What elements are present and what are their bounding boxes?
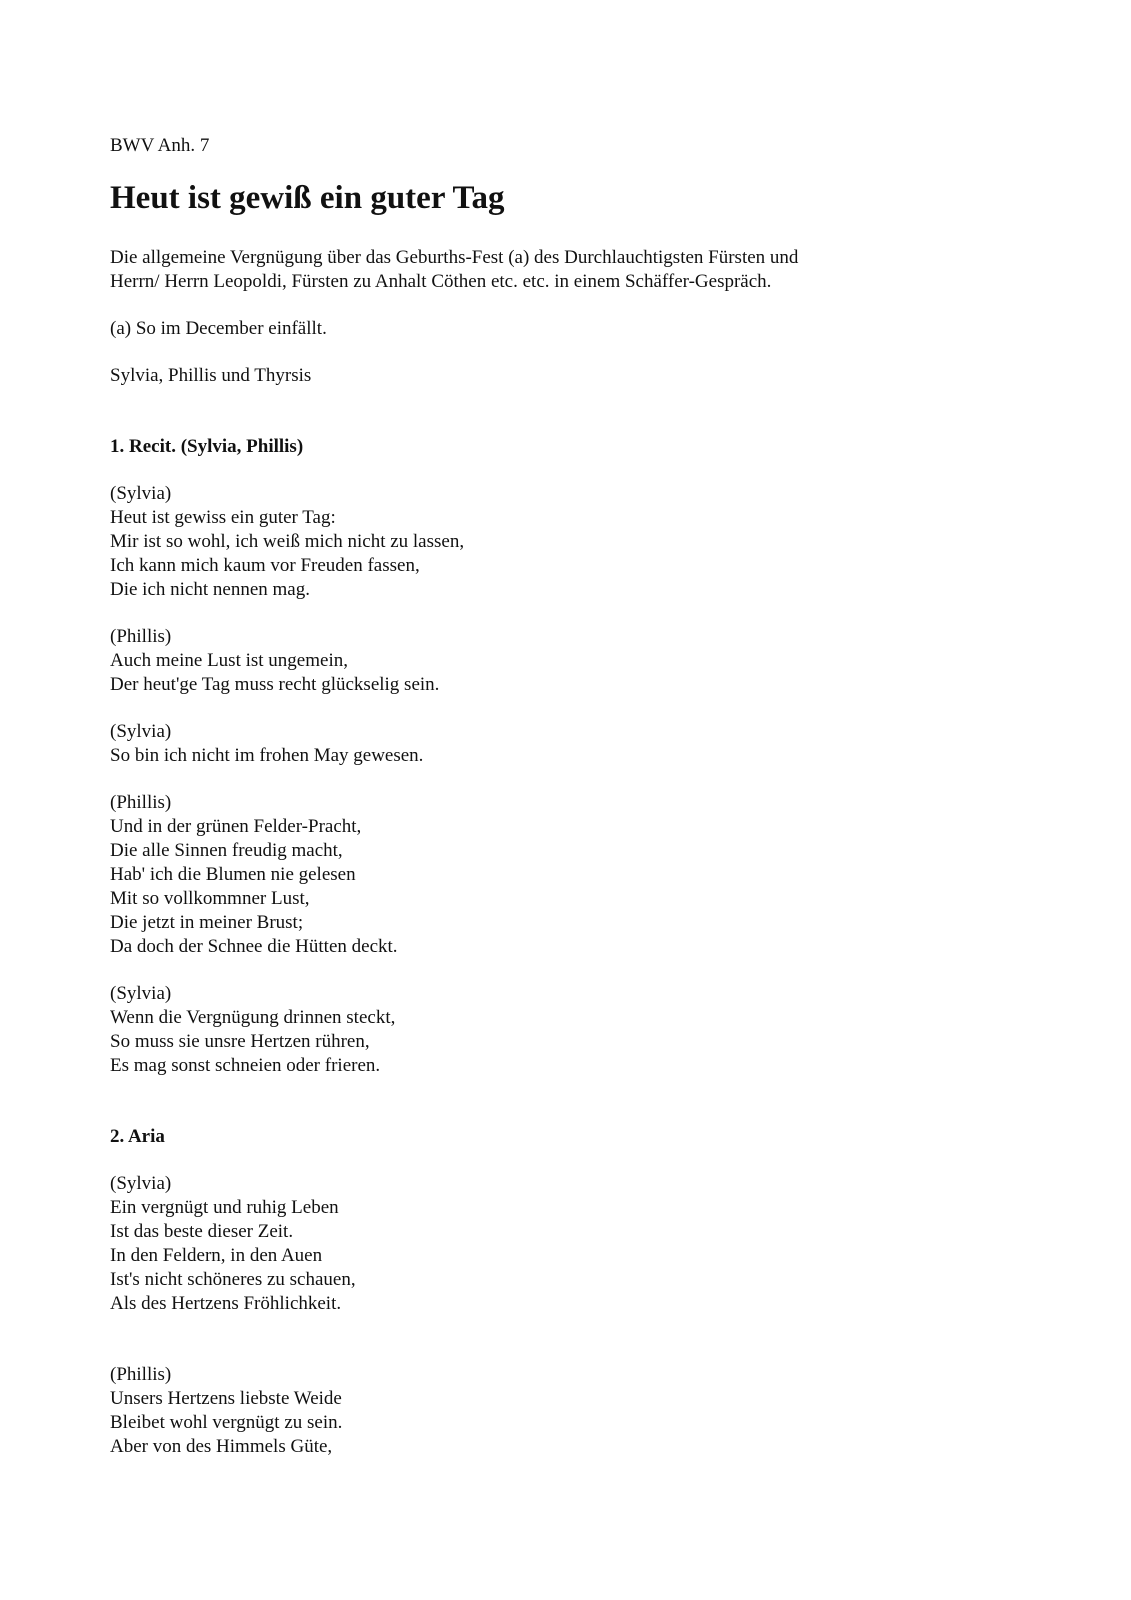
intro-paragraph xyxy=(110,246,1010,294)
verse-line: Bleibet wohl vergnügt zu sein. xyxy=(110,1412,343,1433)
verse-line: Mir ist so wohl, ich weiß mich nicht zu lassen, xyxy=(110,531,465,552)
verse-line: Als des Hertzens Fröhlichkeit. xyxy=(110,1293,342,1314)
verse-line: So muss sie unsre Hertzen rühren, xyxy=(110,1031,370,1052)
speaker-label: (Sylvia) xyxy=(110,483,172,504)
movement-recitative xyxy=(110,435,1010,1078)
verse-block xyxy=(110,482,1010,602)
speaker-label: (Phillis) xyxy=(110,792,172,813)
verse-line: Und in der grünen Felder-Pracht, xyxy=(110,816,362,837)
verse-line: Der heut'ge Tag muss recht glückselig sein. xyxy=(110,674,440,695)
verse-line: Heut ist gewiss ein guter Tag: xyxy=(110,507,336,528)
verse-block xyxy=(110,791,1010,959)
verse-block xyxy=(110,1363,1010,1459)
verse-line: Ein vergnügt und ruhig Leben xyxy=(110,1197,339,1218)
verse-line: So bin ich nicht im frohen May gewesen. xyxy=(110,745,424,766)
verse-line: Da doch der Schnee die Hütten deckt. xyxy=(110,936,398,957)
verse-line: Die ich nicht nennen mag. xyxy=(110,579,310,600)
movement-aria xyxy=(110,1125,1010,1459)
verse-line: Unsers Hertzens liebste Weide xyxy=(110,1388,342,1409)
verse-line: Ist's nicht schöneres zu schauen, xyxy=(110,1269,356,1290)
verse-block xyxy=(110,1172,1010,1316)
verse-line: Es mag sonst schneien oder frieren. xyxy=(110,1055,381,1076)
verse-line: Aber von des Himmels Güte, xyxy=(110,1436,333,1457)
characters-list: Sylvia, Phillis und Thyrsis xyxy=(110,365,312,386)
speaker-label: (Phillis) xyxy=(110,626,172,647)
speaker-label: (Sylvia) xyxy=(110,1173,172,1194)
movement-heading: 2. Aria xyxy=(110,1126,165,1147)
verse-line: Ich kann mich kaum vor Freuden fassen, xyxy=(110,555,420,576)
verse-line: Die alle Sinnen freudig macht, xyxy=(110,840,343,861)
verse-line: Auch meine Lust ist ungemein, xyxy=(110,650,348,671)
movement-heading: 1. Recit. (Sylvia, Phillis) xyxy=(110,436,304,457)
footnote: (a) So im December einfällt. xyxy=(110,318,327,339)
document-page xyxy=(110,134,1010,1459)
verse-line: Wenn die Vergnügung drinnen steckt, xyxy=(110,1007,396,1028)
intro-line: Die allgemeine Vergnügung über das Geburths-Fest (a) des Durchlauchtigsten Fürsten und xyxy=(110,247,799,268)
speaker-label: (Phillis) xyxy=(110,1364,172,1385)
verse-block xyxy=(110,625,1010,697)
verse-line: Die jetzt in meiner Brust; xyxy=(110,912,304,933)
verse-line: In den Feldern, in den Auen xyxy=(110,1245,323,1266)
verse-line: Ist das beste dieser Zeit. xyxy=(110,1221,294,1242)
speaker-label: (Sylvia) xyxy=(110,983,172,1004)
verse-block xyxy=(110,720,1010,768)
intro-line: Herrn/ Herrn Leopoldi, Fürsten zu Anhalt Cöthen etc. etc. in einem Schäffer-Gespräch. xyxy=(110,271,772,292)
verse-line: Hab' ich die Blumen nie gelesen xyxy=(110,864,356,885)
catalog-number: BWV Anh. 7 xyxy=(110,135,210,156)
verse-line: Mit so vollkommner Lust, xyxy=(110,888,310,909)
speaker-label: (Sylvia) xyxy=(110,721,172,742)
verse-block xyxy=(110,982,1010,1078)
document-title: Heut ist gewiß ein guter Tag xyxy=(110,180,505,216)
